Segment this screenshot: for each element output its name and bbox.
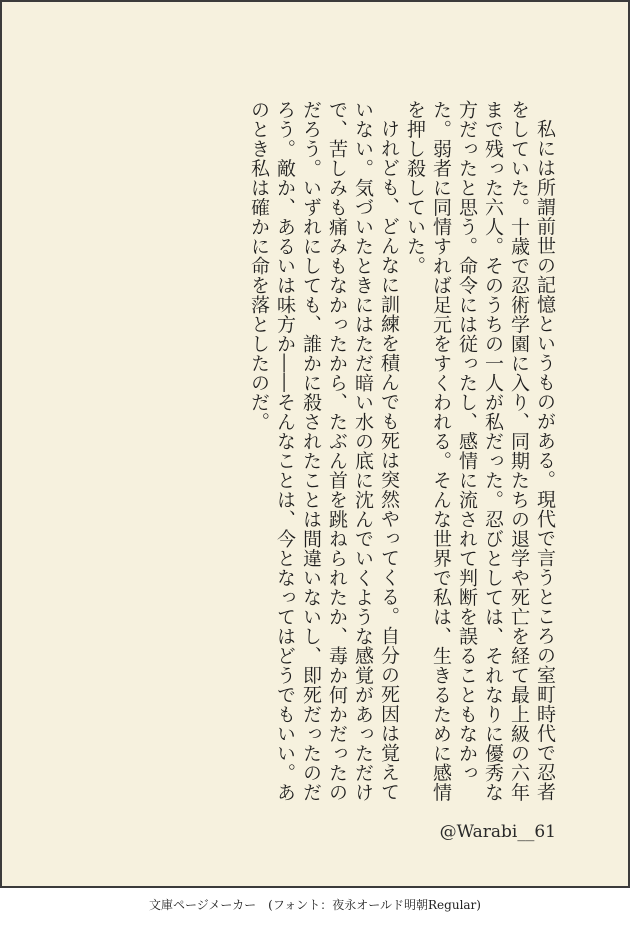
footer-credit: 文庫ページメーカー (フォント：夜永オールド明朝Regular) bbox=[149, 898, 481, 912]
paragraph-1: 私には所謂前世の記憶というものがある。現代で言うところの室町時代で忍者をしていた。十歳で忍術学園に入り、同期たちの退学や死亡を経て最上級の六年まで残った六人。そのうちの一人が私だった。忍びとしては、それなりに優秀な方だったと思う。命令には従ったし、感情に流されて判断を誤ることもなかった。弱者に同情すれば足元をすくわれる。そんな世界で私は、生きるために感情を押し殺していた。 bbox=[404, 100, 556, 802]
author-signature: @Warabi__61 bbox=[439, 822, 556, 842]
vertical-body-text bbox=[88, 100, 558, 820]
paragraph-2: けれども、どんなに訓練を積んでも死は突然やってくる。自分の死因は覚えていない。気づいたときにはただ暗い水の底に沈んでいくような感覚があっただけで、苦しみも痛みもなかったから、たぶん首を跳ねられたか、毒か何かだったのだろう。いずれにしても、誰かに殺されたことは間違いないし、即死だったのだろう。敵か、あるいは味方か――そんなことは、今となってはどうでもいい。あのとき私は確かに命を落としたのだ。 bbox=[248, 100, 400, 802]
